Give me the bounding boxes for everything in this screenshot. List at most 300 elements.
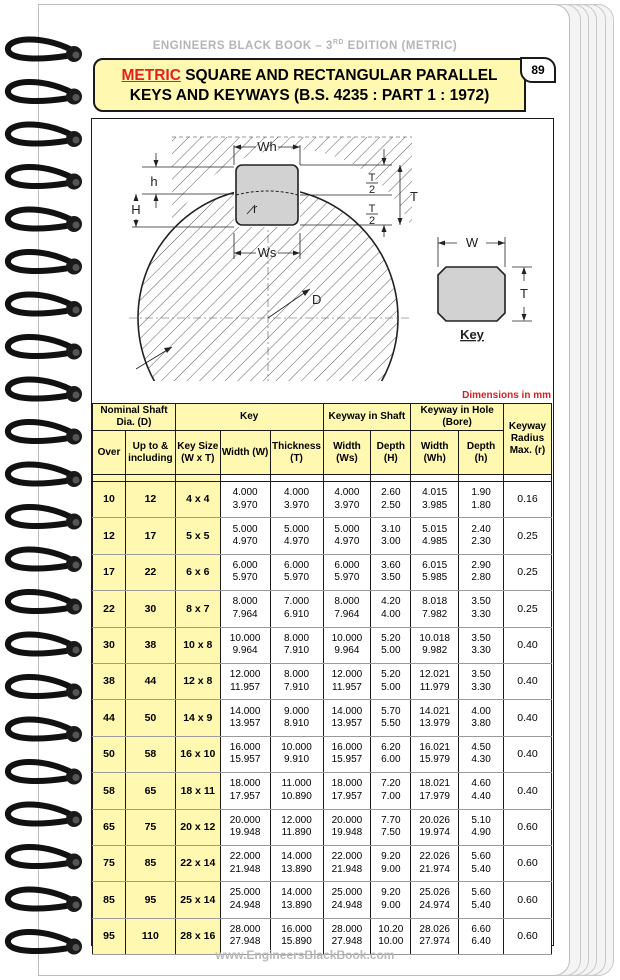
header-keyway-shaft: Keyway in Shaft xyxy=(323,404,411,431)
cell-over: 85 xyxy=(93,882,126,918)
cell-depth-h-min: 3.80 xyxy=(471,718,491,730)
label-w: W xyxy=(465,235,479,250)
cell-depth-h-max: 2.40 xyxy=(471,523,491,535)
cell-width-ws xyxy=(323,773,371,809)
cell-width-ws-max: 28.000 xyxy=(331,923,363,935)
cell-over: 10 xyxy=(93,482,126,518)
cell-thickness xyxy=(270,773,323,809)
cell-depth-h-big-min: 9.00 xyxy=(381,863,401,875)
book-header: ENGINEERS BLACK BOOK – 3RD EDITION (METRIC) xyxy=(152,39,458,52)
spiral-ring xyxy=(8,209,82,232)
cell-width-ws xyxy=(323,482,371,518)
cell-width-ws xyxy=(323,845,371,881)
cell-over: 22 xyxy=(93,591,126,627)
cell-depth-h-big xyxy=(371,736,411,772)
cell-upto: 17 xyxy=(125,518,175,554)
cell-key-size: 28 x 16 xyxy=(175,918,220,954)
cell-width-wh xyxy=(411,518,459,554)
cell-width-wh-min: 4.985 xyxy=(422,536,448,548)
cell-depth-h-big-min: 7.00 xyxy=(381,790,401,802)
cell-width-w-max: 10.000 xyxy=(229,632,261,644)
cell-depth-h-big xyxy=(371,627,411,663)
cell-width-ws xyxy=(323,554,371,590)
cell-width-ws-min: 4.970 xyxy=(334,536,360,548)
cell-upto: 110 xyxy=(125,918,175,954)
cell-depth-h-min: 2.30 xyxy=(471,536,491,548)
cell-over: 65 xyxy=(93,809,126,845)
cell-depth-h-max: 3.50 xyxy=(471,596,491,608)
cell-width-ws-min: 24.948 xyxy=(331,899,363,911)
cell-thickness-min: 5.970 xyxy=(283,572,310,584)
cell-width-ws-min: 7.964 xyxy=(334,608,360,620)
cell-depth-h-big xyxy=(371,882,411,918)
cell-depth-h-big-max: 5.70 xyxy=(381,705,401,717)
cell-width-wh-max: 28.026 xyxy=(419,923,450,935)
cell-depth-h-big xyxy=(371,845,411,881)
cell-width-w xyxy=(220,736,270,772)
cell-width-w xyxy=(220,773,270,809)
cell-thickness-min: 7.910 xyxy=(283,645,310,657)
cell-depth-h-max: 3.50 xyxy=(471,632,491,644)
cell-depth-h-big-max: 5.20 xyxy=(381,632,401,644)
cell-depth-h-big-max: 3.60 xyxy=(381,559,401,571)
cell-over: 50 xyxy=(93,736,126,772)
header-keyway-hole: Keyway in Hole (Bore) xyxy=(411,404,504,431)
cell-width-w xyxy=(220,554,270,590)
cell-over: 12 xyxy=(93,518,126,554)
cell-depth-h xyxy=(459,482,504,518)
cell-width-ws xyxy=(323,663,371,699)
cell-width-ws-max: 8.000 xyxy=(334,596,360,608)
cell-over: 17 xyxy=(93,554,126,590)
cell-width-w-min: 9.964 xyxy=(232,645,258,657)
cell-depth-h-max: 4.60 xyxy=(471,778,491,790)
cell-radius: 0.25 xyxy=(503,518,551,554)
cell-width-w-max: 8.000 xyxy=(232,596,258,608)
header-key: Key xyxy=(175,404,323,431)
cell-upto: 22 xyxy=(125,554,175,590)
cell-width-wh xyxy=(411,773,459,809)
cell-thickness-min: 9.910 xyxy=(283,754,310,766)
cell-thickness-min: 13.890 xyxy=(281,863,312,875)
cell-width-wh xyxy=(411,554,459,590)
cell-radius: 0.40 xyxy=(503,736,551,772)
cell-depth-h xyxy=(459,845,504,881)
spiral-ring xyxy=(8,422,82,445)
cell-width-w-max: 18.000 xyxy=(229,778,261,790)
cell-depth-h-big-min: 3.50 xyxy=(381,572,401,584)
cell-depth-h-big-max: 6.20 xyxy=(381,741,401,753)
cell-width-w-min: 15.957 xyxy=(229,754,261,766)
cell-width-wh xyxy=(411,700,459,736)
cell-upto: 95 xyxy=(125,882,175,918)
cell-width-ws xyxy=(323,518,371,554)
footer-url: www.EngineersBlackBook.com xyxy=(215,948,395,962)
cell-depth-h-min: 4.40 xyxy=(471,790,491,802)
label-ws: Ws xyxy=(257,245,277,260)
cell-width-ws-min: 3.970 xyxy=(334,499,360,511)
cell-thickness-min: 6.910 xyxy=(283,608,310,620)
cell-thickness-min: 4.970 xyxy=(283,536,310,548)
table-row xyxy=(93,882,552,918)
cell-depth-h-big-max: 9.20 xyxy=(381,887,401,899)
header-width-wh: Width (Wh) xyxy=(411,431,459,475)
cell-width-ws-min: 5.970 xyxy=(334,572,360,584)
cell-width-w-max: 14.000 xyxy=(229,705,261,717)
cell-depth-h-big-max: 2.60 xyxy=(381,487,401,499)
cell-thickness-min: 7.910 xyxy=(283,681,310,693)
cell-width-wh xyxy=(411,845,459,881)
header-keysize: Key Size (W x T) xyxy=(175,431,220,475)
cell-depth-h-min: 3.30 xyxy=(471,681,491,693)
label-wh: Wh xyxy=(257,139,277,154)
cell-width-w-max: 5.000 xyxy=(232,523,258,535)
cell-upto: 65 xyxy=(125,773,175,809)
cell-key-size: 10 x 8 xyxy=(175,627,220,663)
cell-width-ws xyxy=(323,882,371,918)
cell-key-size: 6 x 6 xyxy=(175,554,220,590)
cell-radius: 0.25 xyxy=(503,591,551,627)
label-h-big: H xyxy=(131,202,141,217)
cell-width-ws xyxy=(323,591,371,627)
cell-width-wh xyxy=(411,591,459,627)
table-row xyxy=(93,809,552,845)
cell-depth-h-max: 5.60 xyxy=(471,887,491,899)
units-note: Dimensions in mm xyxy=(462,390,551,401)
cell-width-wh xyxy=(411,882,459,918)
cell-depth-h xyxy=(459,736,504,772)
cell-width-w xyxy=(220,627,270,663)
cell-depth-h-big-min: 6.00 xyxy=(381,754,401,766)
cell-thickness xyxy=(270,591,323,627)
cell-radius: 0.25 xyxy=(503,554,551,590)
cell-depth-h-max: 6.60 xyxy=(471,923,491,935)
cell-key-size: 12 x 8 xyxy=(175,663,220,699)
cell-depth-h-big xyxy=(371,773,411,809)
cell-width-wh-min: 27.974 xyxy=(419,936,450,948)
cell-width-wh-min: 7.982 xyxy=(422,608,448,620)
cell-width-w-min: 5.970 xyxy=(232,572,258,584)
cell-depth-h-big-min: 9.00 xyxy=(381,899,401,911)
spiral-ring xyxy=(8,804,82,827)
label-key-t: T xyxy=(520,286,528,301)
cell-width-wh-max: 8.018 xyxy=(422,596,448,608)
cell-width-wh-max: 10.018 xyxy=(419,632,450,644)
cell-width-ws-max: 20.000 xyxy=(331,814,363,826)
cell-width-wh-max: 12.021 xyxy=(419,669,450,681)
cell-width-ws-min: 9.964 xyxy=(334,645,360,657)
cell-width-ws-min: 15.957 xyxy=(331,754,363,766)
cell-depth-h xyxy=(459,809,504,845)
cell-width-ws-max: 22.000 xyxy=(331,851,363,863)
cell-thickness-max: 8.000 xyxy=(283,669,310,681)
cell-depth-h xyxy=(459,882,504,918)
cell-width-w-max: 12.000 xyxy=(229,669,261,681)
cell-thickness-max: 16.000 xyxy=(281,923,312,935)
spiral-ring xyxy=(8,337,82,360)
cell-thickness xyxy=(270,736,323,772)
cell-radius: 0.60 xyxy=(503,809,551,845)
cell-width-ws-max: 18.000 xyxy=(331,778,363,790)
key-in-keyway xyxy=(234,165,300,227)
table-row xyxy=(93,663,552,699)
cell-upto: 85 xyxy=(125,845,175,881)
cell-width-wh-min: 11.979 xyxy=(419,681,450,693)
cell-width-w xyxy=(220,591,270,627)
cell-depth-h-max: 5.60 xyxy=(471,851,491,863)
cell-thickness-min: 10.890 xyxy=(281,790,312,802)
cell-depth-h-max: 4.50 xyxy=(471,741,491,753)
cell-depth-h-big-min: 5.50 xyxy=(381,718,401,730)
cell-thickness-min: 3.970 xyxy=(283,499,310,511)
cell-width-w-min: 13.957 xyxy=(229,718,261,730)
spiral-ring xyxy=(8,124,82,147)
cell-over: 95 xyxy=(93,918,126,954)
cell-depth-h-big xyxy=(371,591,411,627)
header-width-w: Width (W) xyxy=(220,431,270,475)
cell-width-ws xyxy=(323,627,371,663)
cell-upto: 58 xyxy=(125,736,175,772)
cell-depth-h-big xyxy=(371,663,411,699)
cell-key-size: 8 x 7 xyxy=(175,591,220,627)
cell-depth-h xyxy=(459,554,504,590)
key-detail xyxy=(438,267,505,321)
cell-key-size: 4 x 4 xyxy=(175,482,220,518)
cell-width-ws-max: 12.000 xyxy=(331,669,363,681)
cell-depth-h-big-max: 5.20 xyxy=(381,669,401,681)
spiral-ring xyxy=(8,507,82,530)
cell-key-size: 14 x 9 xyxy=(175,700,220,736)
spiral-ring xyxy=(8,379,82,402)
cell-depth-h-max: 5.10 xyxy=(471,814,491,826)
cell-width-ws-max: 5.000 xyxy=(334,523,360,535)
cell-depth-h-min: 3.30 xyxy=(471,608,491,620)
cell-width-w-max: 6.000 xyxy=(232,559,258,571)
cell-thickness-max: 10.000 xyxy=(281,741,312,753)
cell-over: 58 xyxy=(93,773,126,809)
spiral-ring xyxy=(8,294,82,317)
cell-width-w-max: 16.000 xyxy=(229,741,261,753)
table-row xyxy=(93,554,552,590)
cell-width-w-min: 11.957 xyxy=(230,681,261,693)
cell-width-w-min: 3.970 xyxy=(232,499,258,511)
cell-depth-h-big xyxy=(371,809,411,845)
header-depth-h: Depth (h) xyxy=(459,431,504,475)
spiral-ring xyxy=(8,252,82,275)
cell-width-wh-max: 4.015 xyxy=(422,487,448,499)
cell-depth-h-big-max: 7.70 xyxy=(381,814,401,826)
cell-thickness-max: 8.000 xyxy=(283,632,310,644)
cell-depth-h-big xyxy=(371,700,411,736)
cell-radius: 0.16 xyxy=(503,482,551,518)
cell-thickness xyxy=(270,627,323,663)
cell-width-wh-max: 18.021 xyxy=(419,778,450,790)
title-line-2: KEYS AND KEYWAYS (B.S. 4235 : PART 1 : 1972) xyxy=(129,87,490,104)
cell-width-wh-max: 16.021 xyxy=(419,741,450,753)
cell-width-wh xyxy=(411,627,459,663)
cell-width-ws-min: 13.957 xyxy=(331,718,363,730)
cell-depth-h-big-min: 7.50 xyxy=(381,827,401,839)
table-row xyxy=(93,627,552,663)
cell-width-w xyxy=(220,482,270,518)
cell-depth-h-min: 5.40 xyxy=(471,863,491,875)
cell-depth-h-min: 4.90 xyxy=(471,827,491,839)
keys-table xyxy=(92,403,552,955)
spiral-ring xyxy=(8,889,82,912)
cell-over: 44 xyxy=(93,700,126,736)
cell-width-w-min: 21.948 xyxy=(229,863,261,875)
cell-depth-h-min: 4.30 xyxy=(471,754,491,766)
header-thickness: Thickness (T) xyxy=(270,431,323,475)
cell-over: 75 xyxy=(93,845,126,881)
cell-width-ws-max: 6.000 xyxy=(334,559,360,571)
cell-thickness-max: 12.000 xyxy=(281,814,312,826)
cell-width-wh-max: 25.026 xyxy=(419,887,450,899)
cell-thickness-min: 11.890 xyxy=(281,827,312,839)
cell-radius: 0.60 xyxy=(503,918,551,954)
cell-width-w-min: 7.964 xyxy=(232,608,258,620)
spiral-ring xyxy=(8,592,82,615)
cell-width-ws xyxy=(323,809,371,845)
cell-over: 30 xyxy=(93,627,126,663)
cell-depth-h xyxy=(459,518,504,554)
cell-thickness-max: 6.000 xyxy=(283,559,310,571)
cell-depth-h-big-max: 4.20 xyxy=(381,596,401,608)
table-row xyxy=(93,773,552,809)
content-box xyxy=(91,118,554,946)
cell-thickness-max: 7.000 xyxy=(283,596,310,608)
cell-width-wh-max: 6.015 xyxy=(422,559,448,571)
cell-width-w-max: 28.000 xyxy=(229,923,261,935)
cell-width-wh-min: 21.974 xyxy=(419,863,450,875)
cell-width-ws-min: 17.957 xyxy=(331,790,363,802)
cell-width-w-max: 25.000 xyxy=(229,887,261,899)
cell-width-wh-max: 14.021 xyxy=(419,705,450,717)
cell-width-w xyxy=(220,809,270,845)
cell-thickness-max: 14.000 xyxy=(281,851,312,863)
table-row xyxy=(93,700,552,736)
header-width-ws: Width (Ws) xyxy=(323,431,371,475)
title-highlight: METRIC xyxy=(121,67,181,84)
cell-depth-h xyxy=(459,700,504,736)
cell-width-w-max: 22.000 xyxy=(229,851,261,863)
cell-upto: 50 xyxy=(125,700,175,736)
cell-upto: 75 xyxy=(125,809,175,845)
cell-width-w-min: 4.970 xyxy=(232,536,258,548)
cell-width-w-max: 20.000 xyxy=(229,814,261,826)
cell-depth-h-big-min: 10.00 xyxy=(378,936,404,948)
cell-upto: 30 xyxy=(125,591,175,627)
cell-thickness-max: 5.000 xyxy=(283,523,310,535)
cell-key-size: 22 x 14 xyxy=(175,845,220,881)
header-radius: Keyway Radius Max. (r) xyxy=(503,404,551,475)
spiral-ring xyxy=(8,82,82,105)
table-row xyxy=(93,736,552,772)
cell-width-w-min: 19.948 xyxy=(229,827,261,839)
spiral-binding xyxy=(0,26,92,966)
cell-width-ws-max: 25.000 xyxy=(331,887,363,899)
cell-depth-h-big-min: 3.00 xyxy=(381,536,401,548)
cell-thickness-max: 11.000 xyxy=(281,778,312,790)
cell-width-ws xyxy=(323,736,371,772)
cell-thickness xyxy=(270,700,323,736)
cell-radius: 0.40 xyxy=(503,663,551,699)
cell-depth-h-big-min: 5.00 xyxy=(381,681,401,693)
label-t: T xyxy=(410,189,418,204)
keys-table-body xyxy=(93,475,552,955)
cell-depth-h-big-max: 10.20 xyxy=(378,923,404,935)
cell-width-wh-max: 22.026 xyxy=(419,851,450,863)
header-over: Over xyxy=(93,431,126,475)
cell-depth-h xyxy=(459,591,504,627)
cell-depth-h xyxy=(459,627,504,663)
table-row xyxy=(93,845,552,881)
cell-width-w-max: 4.000 xyxy=(232,487,258,499)
cell-thickness xyxy=(270,845,323,881)
spiral-ring xyxy=(8,677,82,700)
cell-width-w xyxy=(220,663,270,699)
cell-key-size: 20 x 12 xyxy=(175,809,220,845)
cell-width-wh xyxy=(411,809,459,845)
cell-width-ws-max: 4.000 xyxy=(334,487,360,499)
cell-width-wh xyxy=(411,482,459,518)
cell-width-w xyxy=(220,700,270,736)
cell-width-wh-min: 15.979 xyxy=(419,754,450,766)
header-depth-h-big: Depth (H) xyxy=(371,431,411,475)
cell-depth-h-max: 3.50 xyxy=(471,669,491,681)
header-nominal: Nominal Shaft Dia. (D) xyxy=(93,404,176,431)
cell-width-w-min: 27.948 xyxy=(229,936,261,948)
label-t-half-num: T xyxy=(368,172,376,184)
page-title: METRIC SQUARE AND RECTANGULAR PARALLEL KEYS AND KEYWAYS (B.S. 4235 : PART 1 : 1972) xyxy=(93,58,526,112)
cell-upto: 38 xyxy=(125,627,175,663)
cell-depth-h-min: 3.30 xyxy=(471,645,491,657)
cell-width-wh-min: 17.979 xyxy=(419,790,450,802)
cell-radius: 0.40 xyxy=(503,700,551,736)
cell-depth-h-min: 2.80 xyxy=(471,572,491,584)
table-row xyxy=(93,482,552,518)
cell-thickness-min: 15.890 xyxy=(281,936,312,948)
cell-thickness-min: 13.890 xyxy=(281,899,312,911)
cell-width-wh-min: 13.979 xyxy=(419,718,450,730)
cell-width-wh-max: 20.026 xyxy=(419,814,450,826)
label-r: r xyxy=(253,201,258,216)
table-row xyxy=(93,591,552,627)
spiral-ring xyxy=(8,634,82,657)
cell-depth-h-big xyxy=(371,482,411,518)
label-key: Key xyxy=(460,327,484,342)
spiral-ring xyxy=(8,762,82,785)
cell-width-ws-min: 19.948 xyxy=(331,827,363,839)
cell-thickness-max: 14.000 xyxy=(281,887,312,899)
cell-width-wh xyxy=(411,663,459,699)
cell-upto: 12 xyxy=(125,482,175,518)
cell-over: 38 xyxy=(93,663,126,699)
cell-key-size: 5 x 5 xyxy=(175,518,220,554)
page-number: 89 xyxy=(520,57,556,83)
cell-depth-h-min: 6.40 xyxy=(471,936,491,948)
cell-depth-h-max: 4.00 xyxy=(471,705,491,717)
cell-width-ws-max: 10.000 xyxy=(331,632,363,644)
cell-width-ws-min: 27.948 xyxy=(331,936,363,948)
label-t-half-num-2: T xyxy=(368,203,376,215)
cell-key-size: 18 x 11 xyxy=(175,773,220,809)
cell-thickness-max: 9.000 xyxy=(283,705,310,717)
keyway-diagram xyxy=(92,119,552,389)
cell-thickness xyxy=(270,554,323,590)
cell-thickness xyxy=(270,882,323,918)
cell-width-w xyxy=(220,518,270,554)
